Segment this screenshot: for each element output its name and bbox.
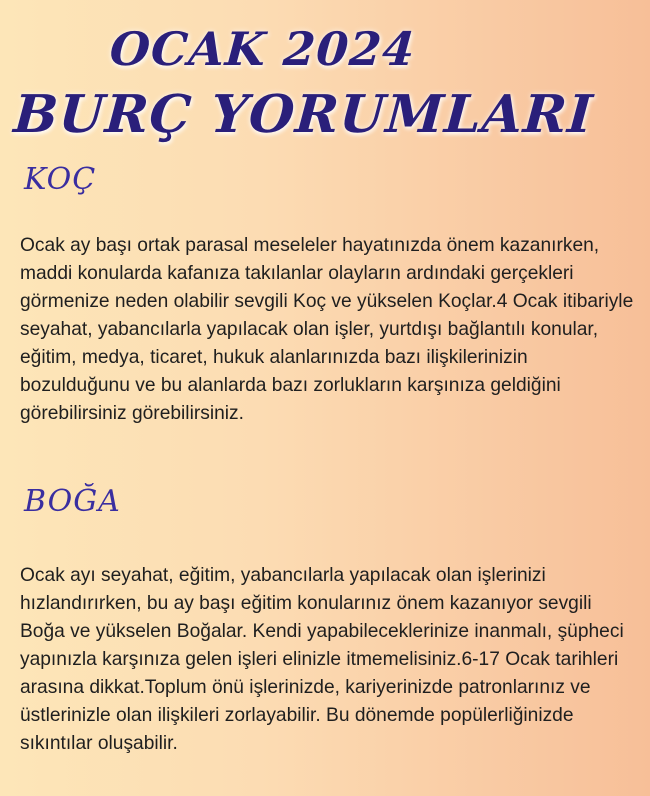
- section-text-boga: Ocak ayı seyahat, eğitim, yabancılarla yapılacak olan işlerinizi hızlandırırken, bu ay başı eğitim konularınız önem kazanıyor sevgili Boğa ve yükselen Boğalar. Kendi yapabileceklerinize inanmalı, şüpheci yapınızla karşınıza gelen işleri elinizle itmemelisiniz.6-17 Ocak tarihleri arasına dikkat.Toplum önü işlerinizde, kariyerinizde patronlarınız ve üstlerinizle olan ilişkileri zorlayabilir. Bu dönemde popülerliğinizde sıkıntılar oluşabilir.: [20, 565, 624, 754]
- section-text-koc: Ocak ay başı ortak parasal meseleler hayatınızda önem kazanırken, maddi konularda kafanıza takılanlar olayların ardındaki gerçekleri görmenize neden olabilir sevgili Koç ve yükselen Koçlar.4 Ocak itibariyle seyahat, yabancılarla yapılacak olan işler, yurtdışı bağlantılı konular, eğitim, medya, ticaret, hukuk alanlarınızda bazı ilişkilerinizin bozulduğunu ve bu alanlarda bazı zorlukların karşınıza geldiğini görebilirsiniz görebilirsiniz.: [20, 235, 634, 424]
- section-heading-boga: BOĞA: [24, 484, 121, 519]
- section-heading-koc: KOÇ: [24, 162, 97, 197]
- page-title-line-1: OCAK 2024: [108, 22, 418, 76]
- page-title-line-2: BURÇ YORUMLARI: [11, 84, 596, 145]
